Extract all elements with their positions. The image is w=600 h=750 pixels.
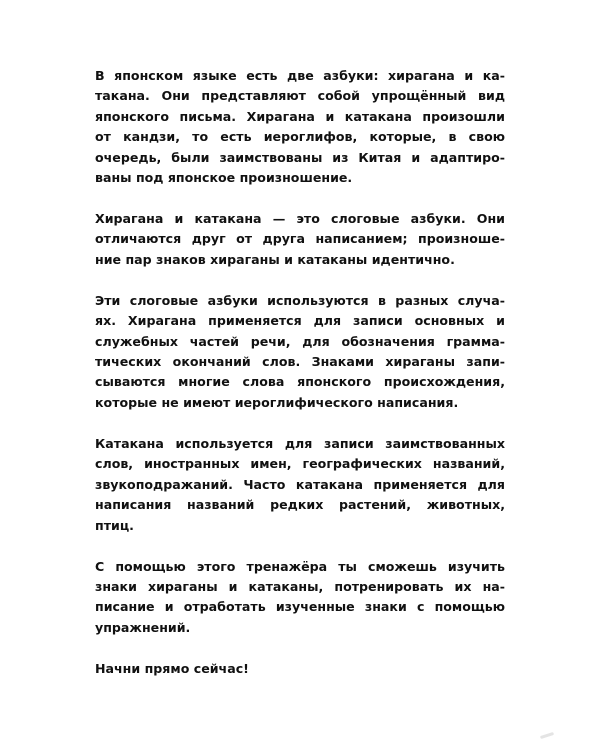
text-line: писание и отработать изученные знаки с помощью xyxy=(95,599,505,615)
paragraph-katakana-usage xyxy=(95,434,505,536)
text-line: звукоподражаний. Часто катакана применяется для xyxy=(95,476,505,492)
text-line: Начни прямо сейчас! xyxy=(95,660,249,676)
page-smudge xyxy=(540,732,554,739)
text-line: служебных частей речи, для обозначения грамма- xyxy=(95,333,505,349)
paragraph-syllabaries xyxy=(95,209,505,270)
document-page xyxy=(95,66,505,700)
text-line: очередь, были заимствованы из Китая и адаптиро- xyxy=(95,149,505,165)
text-line: В японском языке есть две азбуки: хирагана и ка- xyxy=(95,68,505,83)
text-line: такана. Они представляют собой упрощённый вид xyxy=(95,88,505,104)
text-line: написания названий редких растений, животных, xyxy=(95,497,505,513)
text-line: упражнений. xyxy=(95,619,191,635)
text-line: японского письма. Хирагана и катакана произошли xyxy=(95,108,505,124)
text-line: отличаются друг от друга написанием; произноше- xyxy=(95,231,505,247)
text-line: ние пар знаков хираганы и катаканы идентично. xyxy=(95,251,455,267)
text-line: Эти слоговые азбуки используются в разных случа- xyxy=(95,292,505,308)
paragraph-hiragana-usage xyxy=(95,291,505,413)
paragraph-call-to-action xyxy=(95,659,505,679)
text-line: Хирагана и катакана — это слоговые азбуки. Они xyxy=(95,211,505,227)
text-line: ваны под японское произношение. xyxy=(95,170,353,186)
text-line: сываются многие слова японского происхождения, xyxy=(95,374,505,390)
text-line: слов, иностранных имен, географических названий, xyxy=(95,456,505,472)
text-line: ях. Хирагана применяется для записи основных и xyxy=(95,313,505,329)
paragraph-intro xyxy=(95,66,505,188)
paragraph-trainer xyxy=(95,557,505,639)
text-line: тических окончаний слов. Знаками хираганы запи- xyxy=(95,354,505,370)
text-line: которые не имеют иероглифического написания. xyxy=(95,394,459,410)
text-line: Катакана используется для записи заимствованных xyxy=(95,435,505,451)
text-line: знаки хираганы и катаканы, потренировать их на- xyxy=(95,578,505,594)
text-line: С помощью этого тренажёра ты сможешь изучить xyxy=(95,558,505,574)
text-line: от кандзи, то есть иероглифов, которые, в свою xyxy=(95,129,505,145)
text-line: птиц. xyxy=(95,517,134,533)
